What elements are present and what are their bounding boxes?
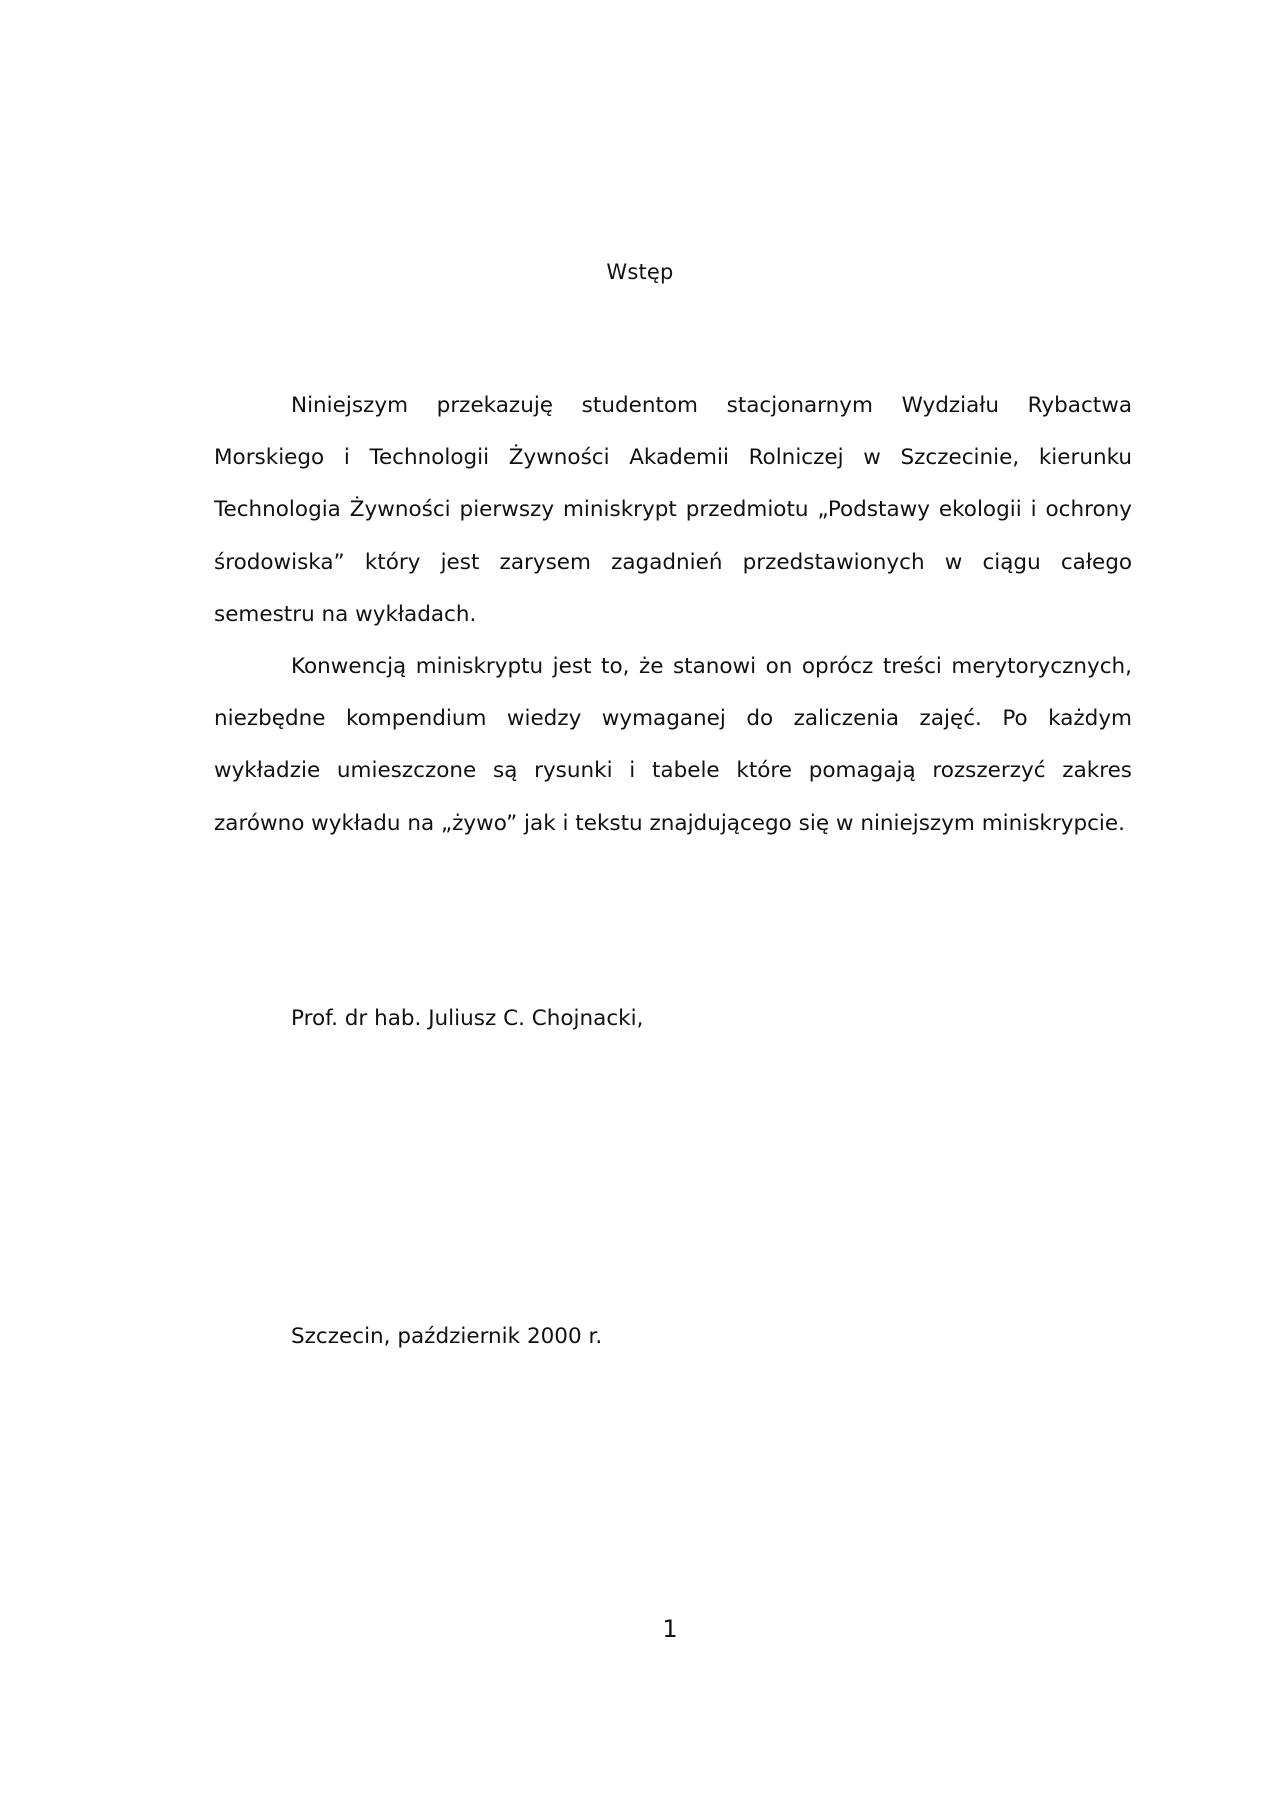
- paragraph-2: Konwencją miniskryptu jest to, że stanowi on oprócz treści merytorycznych, niezbędne kompendium wiedzy wymaganej do zaliczenia zajęć. Po każdym wykładzie umieszczone są rysunki i tabele które pomagają rozszerzyć zakres zarówno wykładu na „żywo” jak i tekstu znajdującego się w niniejszym miniskrypcie.: [214, 654, 1132, 836]
- section-title: Wstęp: [606, 260, 674, 284]
- paragraph-1: Niniejszym przekazuję studentom stacjonarnym Wydziału Rybactwa Morskiego i Technologii Żywności Akademii Rolniczej w Szczecinie, kierunku Technologia Żywności pierwszy miniskrypt przedmiotu „Podstawy ekologii i ochrony środowiska” który jest zarysem zagadnień przedstawionych w ciągu całego semestru na wykładach.: [214, 393, 1132, 627]
- introduction-text: [214, 380, 1132, 850]
- page-number: 1: [662, 1615, 678, 1643]
- author-signature: Prof. dr hab. Juliusz C. Chojnacki,: [291, 1006, 644, 1031]
- place-and-date: Szczecin, październik 2000 r.: [291, 1324, 603, 1349]
